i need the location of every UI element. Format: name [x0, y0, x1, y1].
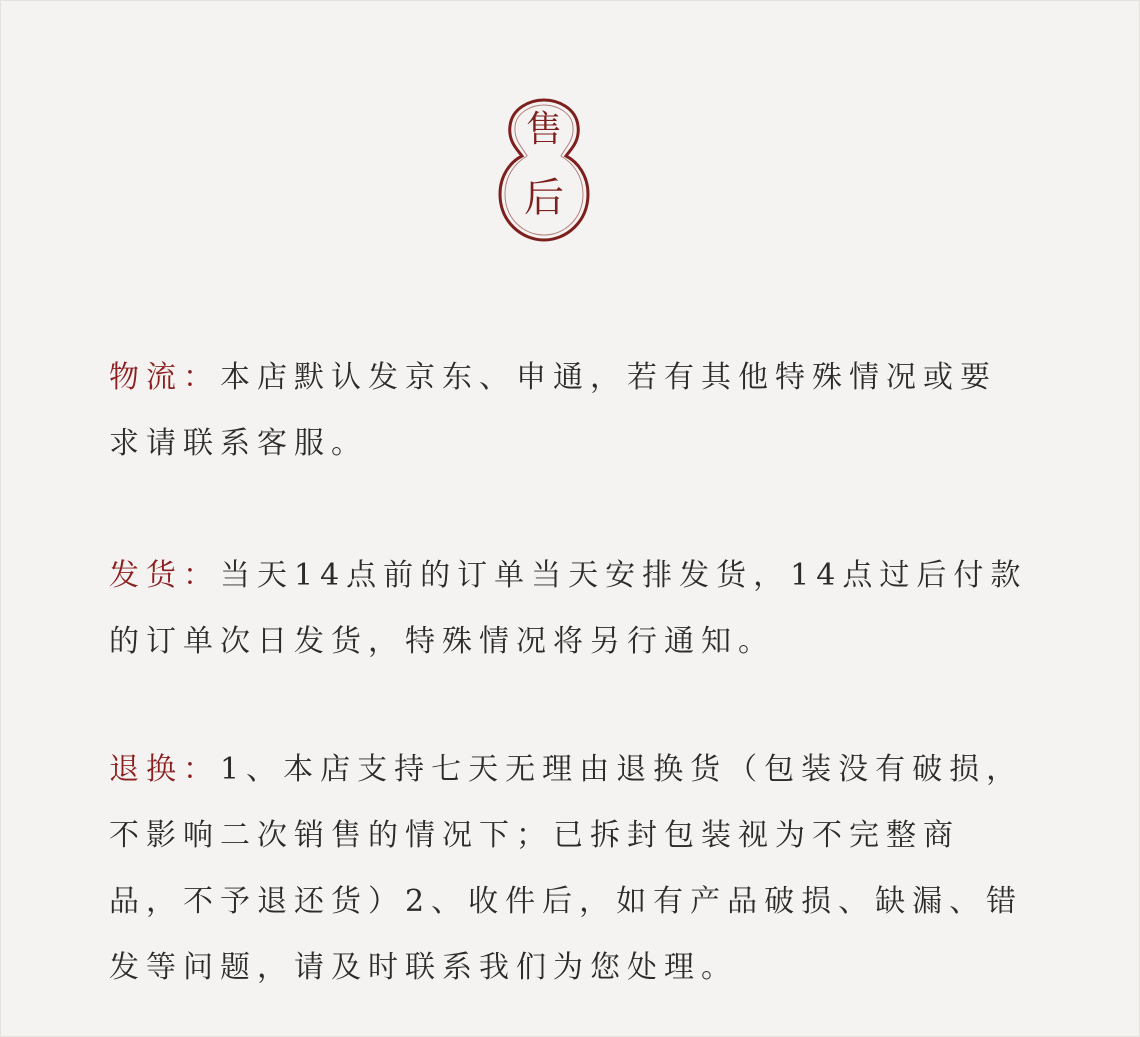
shipping-label: 发货：: [109, 558, 220, 593]
shipping-text: 当天14点前的订单当天安排发货，14点过后付款的订单次日发货，特殊情况将另行通知。: [109, 558, 1028, 659]
seal-char-hou: 后: [524, 175, 564, 221]
returns-section: [109, 737, 1029, 1001]
logistics-text: 本店默认发京东、申通，若有其他特殊情况或要求请联系客服。: [109, 360, 997, 461]
returns-text: 1、本店支持七天无理由退换货（包装没有破损，不影响二次销售的情况下；已拆封包装视为不完整商品，不予退还货）2、收件后，如有产品破损、缺漏、错发等问题，请及时联系我们为您处理。: [109, 752, 1024, 985]
shipping-section: [109, 543, 1029, 675]
after-sales-seal: [496, 96, 592, 244]
returns-label: 退换：: [109, 752, 220, 787]
seal-char-shou: 售: [525, 109, 562, 150]
logistics-section: [109, 345, 1029, 477]
logistics-label: 物流：: [109, 360, 220, 395]
